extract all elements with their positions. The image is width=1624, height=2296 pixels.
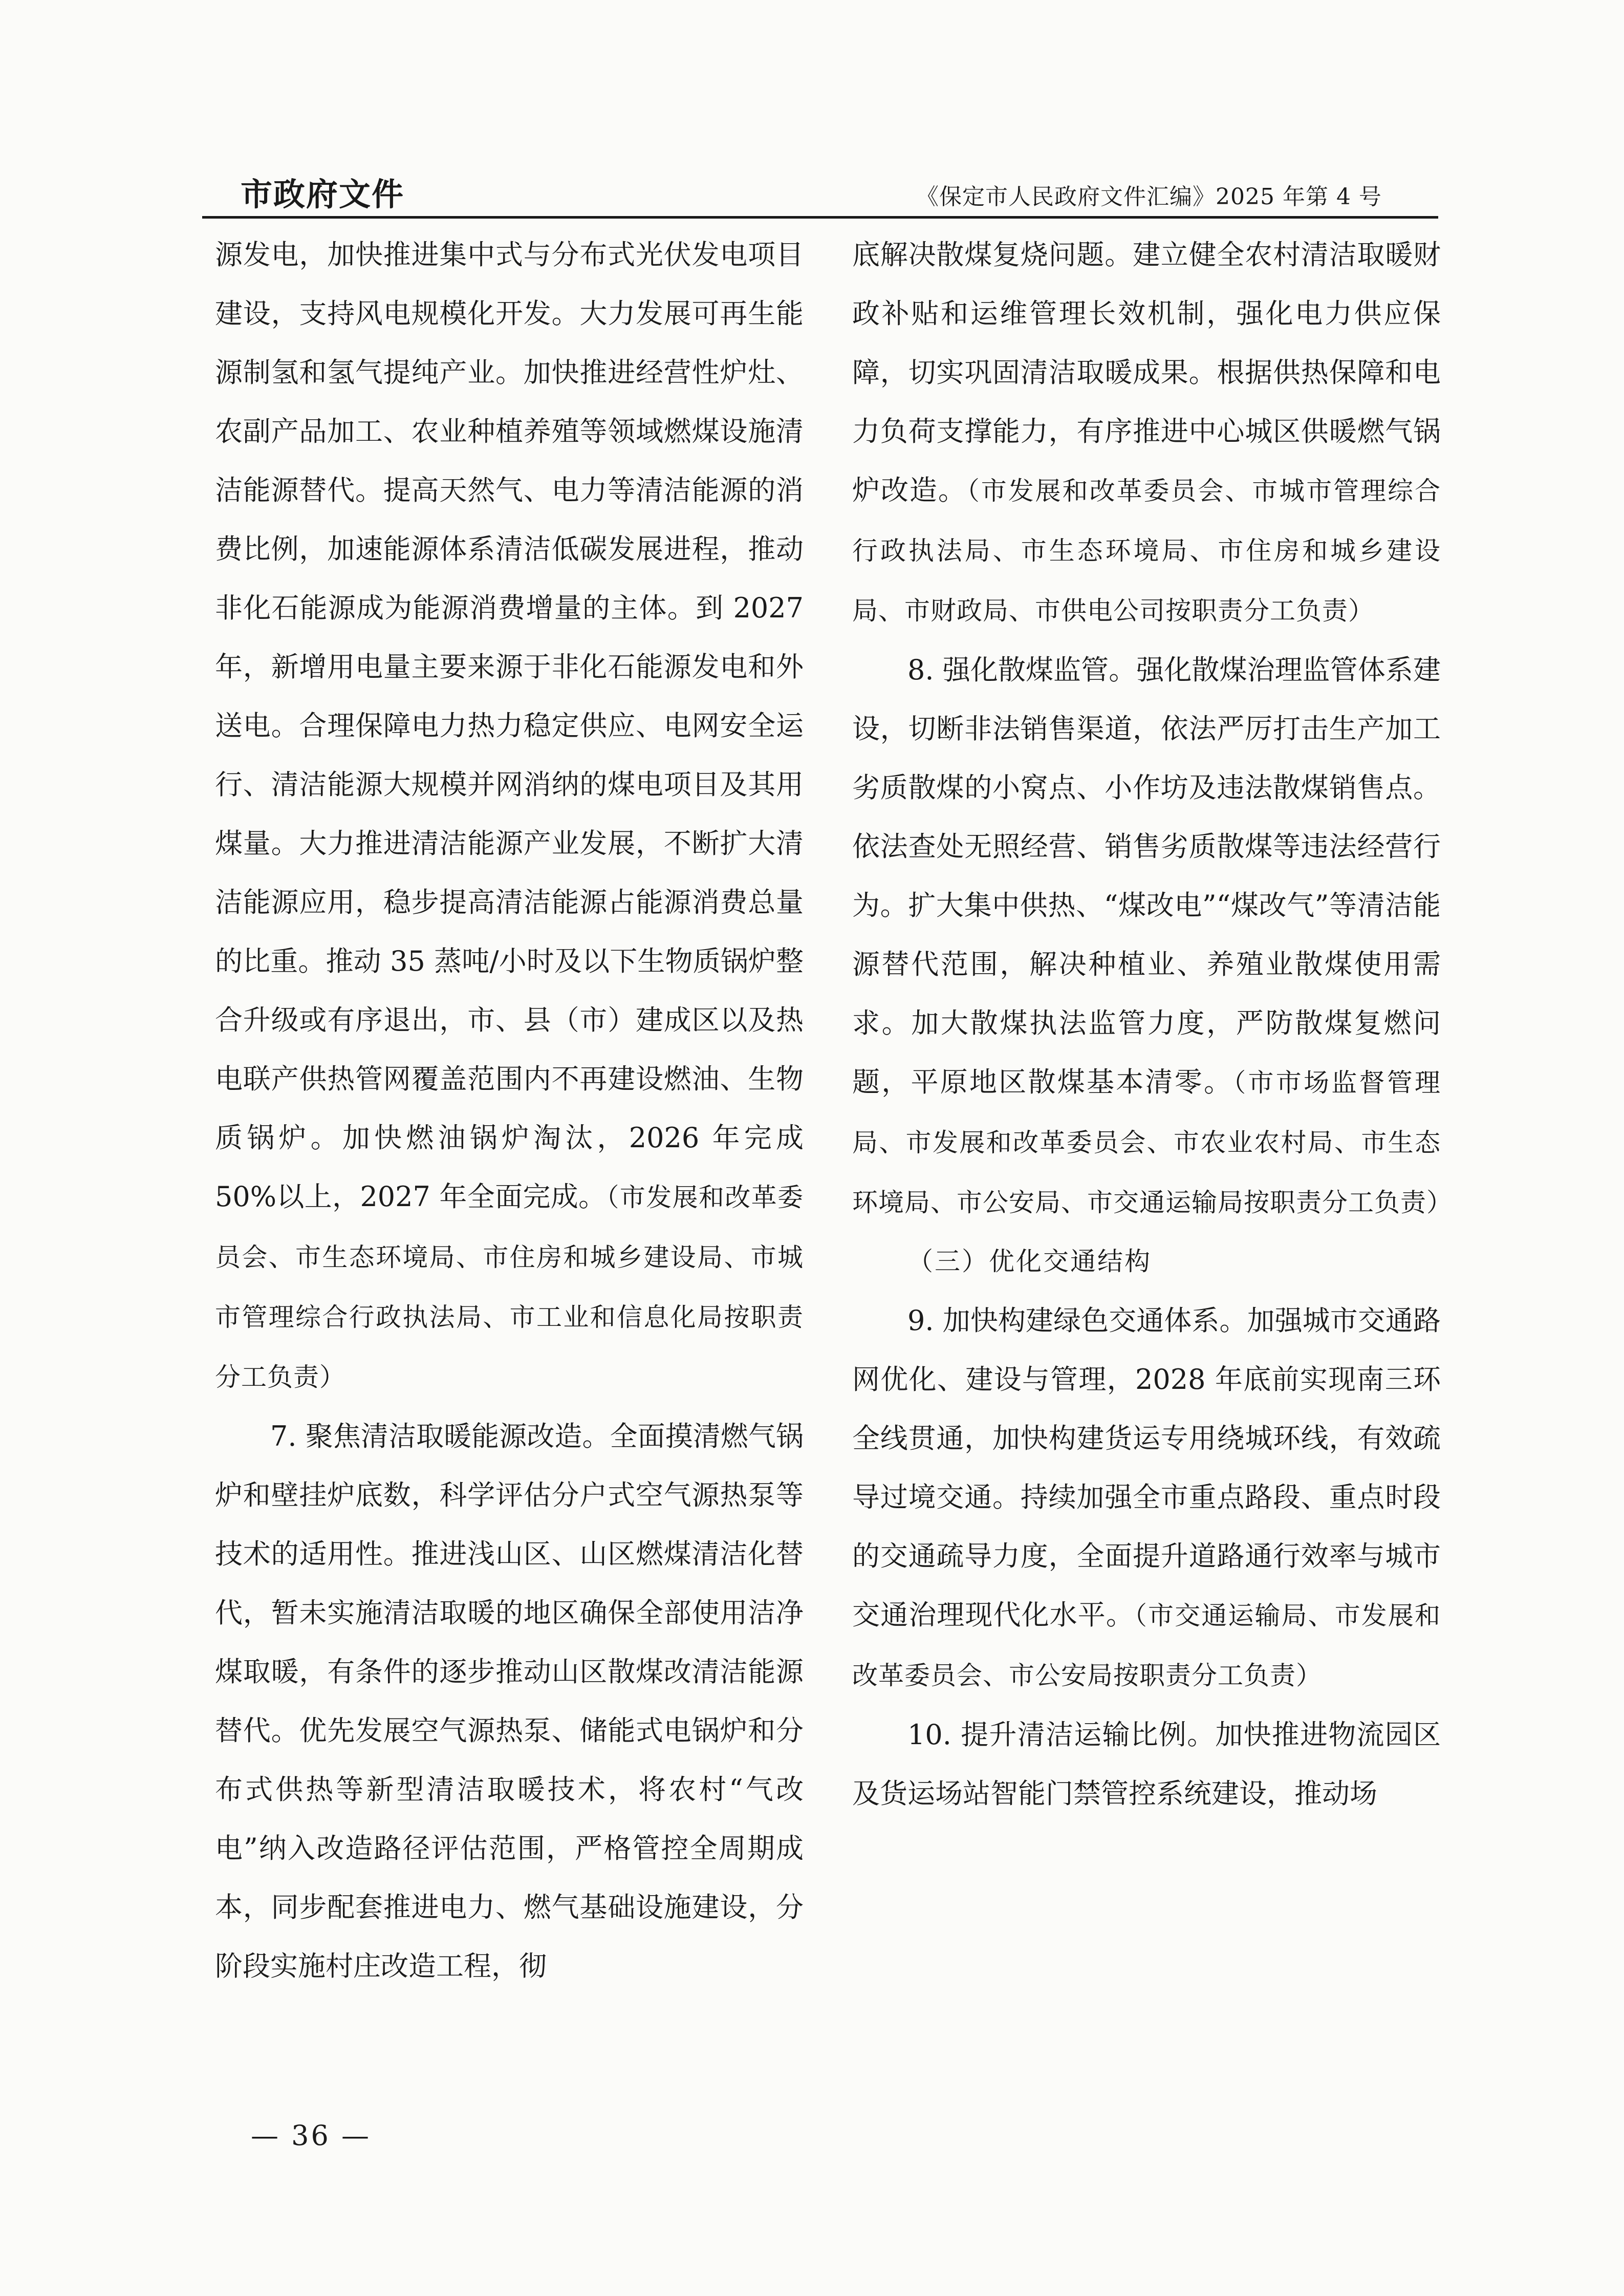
paragraph-item-7-cont: [852, 225, 1441, 640]
responsibility-note: （市交通运输局、市发展和改革委员会、市公安局按职责分工负责）: [852, 1601, 1441, 1690]
paragraph-item-7: [215, 1407, 804, 1995]
paragraph-body: 9. 加快构建绿色交通体系。加强城市交通路网优化、建设与管理，2028 年底前实现南三环全线贯通，加快构建货运专用绕城环线，有效疏导过境交通。持续加强全市重点路段、重点时段的交通疏导力度，全面提升道路通行效率与城市交通治理现代化水平。: [852, 1304, 1441, 1631]
paragraph-item-8: [852, 640, 1453, 1232]
header-divider: [202, 216, 1438, 219]
paragraph-body: 底解决散煤复烧问题。建立健全农村清洁取暖财政补贴和运维管理长效机制，强化电力供应保障，切实巩固清洁取暖成果。根据供热保障和电力负荷支撑能力，有序推进中心城区供暖燃气锅炉改造。: [852, 239, 1441, 506]
paragraph-body: 8. 强化散煤监管。强化散煤治理监管体系建设，切断非法销售渠道，依法严厉打击生产加工劣质散煤的小窝点、小作坊及违法散煤销售点。依法查处无照经营、销售劣质散煤等违法经营行为。扩大集中供热、“煤改电”“煤改气”等清洁能源替代范围，解决种植业、养殖业散煤使用需求。加大散煤执法监管力度，严防散煤复燃问题，平原地区散煤基本清零。: [852, 654, 1441, 1098]
paragraph-body: 10. 提升清洁运输比例。加快推进物流园区及货运场站智能门禁管控系统建设，推动场: [852, 1719, 1441, 1810]
right-column: [852, 225, 1453, 1823]
paragraph-item-9: [852, 1291, 1441, 1705]
paragraph-energy-structure: [215, 225, 804, 1407]
responsibility-note: （市发展和改革委员会、市生态环境局、市住房和城乡建设局、市城市管理综合行政执法局、市工业和信息化局按职责分工负责）: [215, 1183, 804, 1392]
publication-title: 《保定市人民政府文件汇编》2025 年第 4 号: [916, 184, 1382, 210]
responsibility-note: （市发展和改革委员会、市城市管理综合行政执法局、市生态环境局、市住房和城乡建设局、市财政局、市供电公司按职责分工负责）: [852, 476, 1441, 626]
left-column: [215, 225, 804, 1995]
paragraph-body: 7. 聚焦清洁取暖能源改造。全面摸清燃气锅炉和壁挂炉底数，科学评估分户式空气源热泵等技术的适用性。推进浅山区、山区燃煤清洁化替代，暂未实施清洁取暖的地区确保全部使用洁净煤取暖，有条件的逐步推动山区散煤改清洁能源替代。优先发展空气源热泵、储能式电锅炉和分布式供热等新型清洁取暖技术，将农村“气改电”纳入改造路径评估范围，严格管控全周期成本，同步配套推进电力、燃气基础设施建设，分阶段实施村庄改造工程，彻: [215, 1420, 804, 1982]
section-heading-transport: （三）优化交通结构: [907, 1247, 1152, 1276]
paragraph-body: 源发电，加快推进集中式与分布式光伏发电项目建设，支持风电规模化开发。大力发展可再生能源制氢和氢气提纯产业。加快推进经营性炉灶、农副产品加工、农业种植养殖等领域燃煤设施清洁能源替代。提高天然气、电力等清洁能源的消费比例，加速能源体系清洁低碳发展进程，推动非化石能源成为能源消费增量的主体。到 2027 年，新增用电量主要来源于非化石能源发电和外送电。合理保障电力热力稳定供应、电网安全运行、清洁能源大规模并网消纳的煤电项目及其用煤量。大力推进清洁能源产业发展，不断扩大清洁能源应用，稳步提高清洁能源占能源消费总量的比重。推动 35 蒸吨/小时及以下生物质锅炉整合升级或有序退出，市、县（市）建成区以及热电联产供热管网覆盖范围内不再建设燃油、生物质锅炉。加快燃油锅炉淘汰，2026 年完成 50%以上，2027 年全面完成。: [215, 239, 804, 1213]
responsibility-note: （市市场监督管理局、市发展和改革委员会、市农业农村局、市生态环境局、市公安局、市交通运输局按职责分工负责）: [852, 1068, 1453, 1217]
section-title: 市政府文件: [241, 176, 405, 213]
page-number: — 36 —: [251, 2119, 372, 2152]
paragraph-item-10: [852, 1705, 1441, 1823]
